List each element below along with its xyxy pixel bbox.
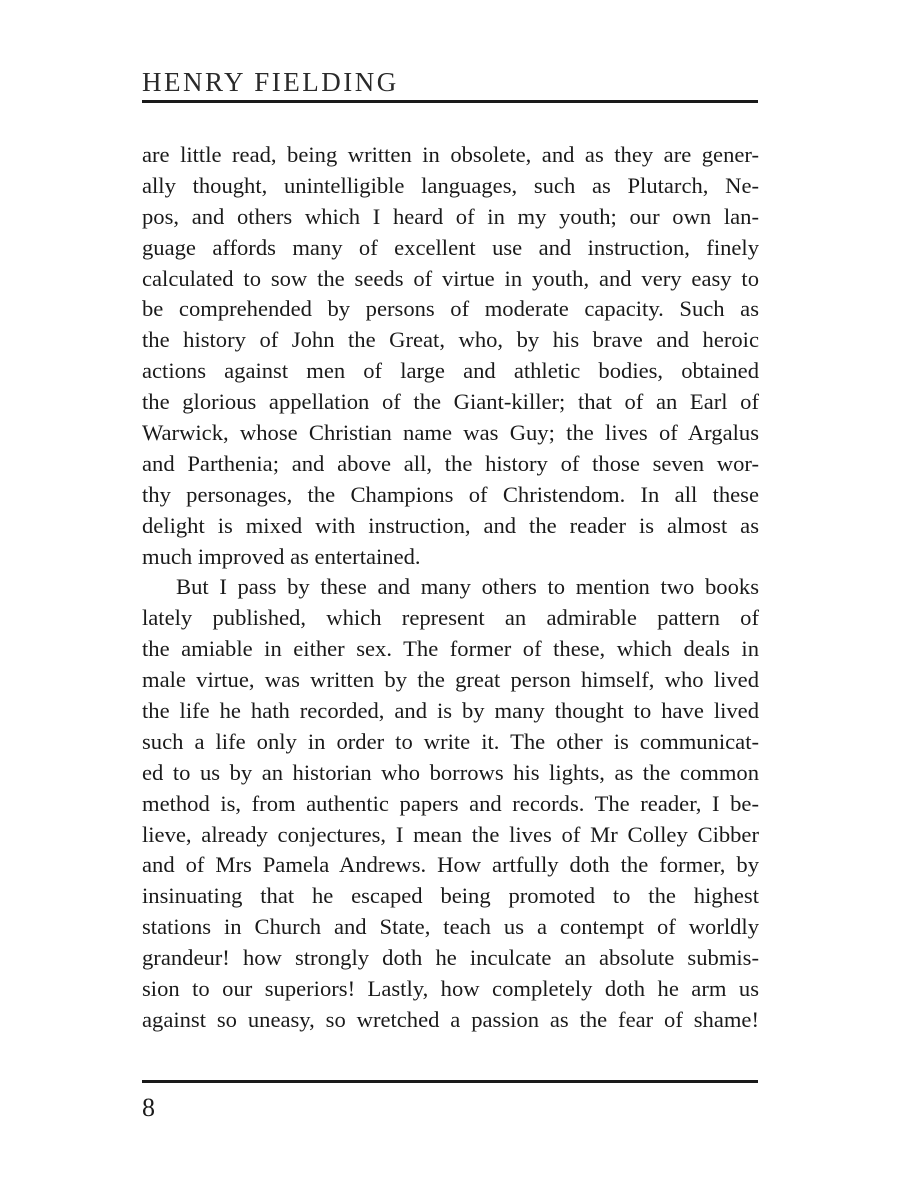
text-line: the history of John the Great, who, by his brave and heroic [142,327,759,353]
text-line: the amiable in either sex. The former of these, which deals in [142,636,759,662]
text-line: insinuating that he escaped being promoted to the highest [142,883,759,909]
text-line: against so uneasy, so wretched a passion as the fear of shame! [142,1006,759,1032]
text-line: are little read, being written in obsolete, and as they are gener- [142,142,759,167]
text-line: Warwick, whose Christian name was Guy; the lives of Argalus [142,420,759,446]
text-line: lieve, already conjectures, I mean the lives of Mr Colley Cibber [142,821,759,847]
text-line-paragraph-start: But I pass by these and many others to mention two books [176,574,759,600]
text-line: calculated to sow the seeds of virtue in youth, and very easy to [142,265,759,291]
text-line: ed to us by an historian who borrows his lights, as the common [142,759,759,785]
text-line: delight is mixed with instruction, and the reader is almost as [142,512,759,538]
text-line: and Parthenia; and above all, the history of those seven wor- [142,450,759,476]
page-number: 8 [142,1093,155,1122]
text-line: sion to our superiors! Lastly, how completely doth he arm us [142,976,759,1002]
text-line: ally thought, unintelligible languages, such as Plutarch, Ne- [142,172,759,198]
text-line-paragraph-end: much improved as entertained. [142,543,421,569]
text-line: and of Mrs Pamela Andrews. How artfully doth the former, by [142,852,759,878]
text-line: guage affords many of excellent use and instruction, finely [142,234,759,260]
text-line: be comprehended by persons of moderate capacity. Such as [142,296,759,322]
text-line: grandeur! how strongly doth he inculcate an absolute submis- [142,945,759,971]
body-text [142,140,759,1036]
text-line: male virtue, was written by the great person himself, who lived [142,667,759,693]
text-line: lately published, which represent an admirable pattern of [142,605,759,631]
text-line: method is, from authentic papers and records. The reader, I be- [142,790,759,816]
header-rule [142,100,758,103]
running-head-title: HENRY FIELDING [142,67,399,97]
text-line: thy personages, the Champions of Christendom. In all these [142,481,759,507]
text-line: pos, and others which I heard of in my youth; our own lan- [142,203,759,229]
text-line: stations in Church and State, teach us a contempt of worldly [142,914,759,940]
text-line: the glorious appellation of the Giant-killer; that of an Earl of [142,389,759,415]
text-line: actions against men of large and athletic bodies, obtained [142,358,759,384]
text-line: such a life only in order to write it. The other is communicat- [142,728,759,754]
footer-rule [142,1080,758,1083]
text-line: the life he hath recorded, and is by many thought to have lived [142,698,759,724]
